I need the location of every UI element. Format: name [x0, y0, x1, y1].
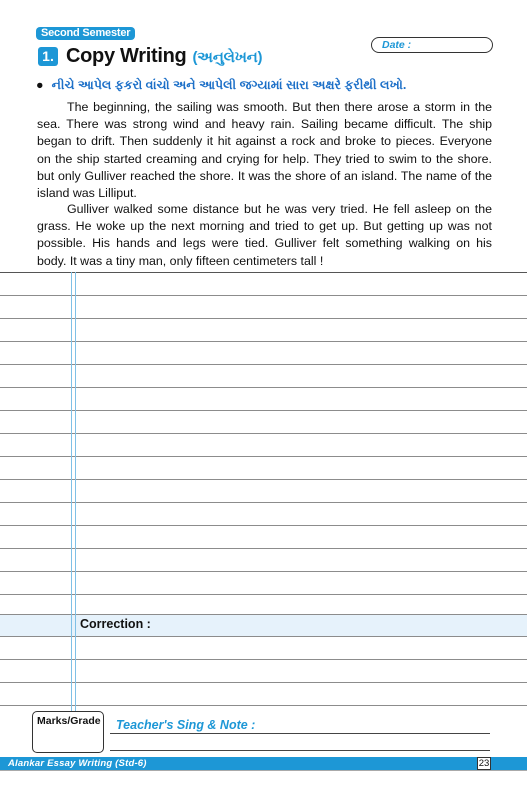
marks-grade-box[interactable]	[32, 711, 104, 753]
title-gujarati: (અનુલેખન)	[192, 49, 263, 66]
footer-book-title: Alankar Essay Writing (Std-6)	[8, 758, 147, 769]
ruled-line	[0, 272, 527, 273]
ruled-line	[0, 525, 527, 526]
ruled-line	[0, 456, 527, 457]
bottom-rule	[0, 770, 527, 771]
ruled-line	[0, 364, 527, 365]
semester-badge: Second Semester	[36, 27, 135, 40]
ruled-line	[0, 387, 527, 388]
ruled-line	[0, 571, 527, 572]
ruled-line	[0, 636, 527, 637]
passage-paragraph-2: Gulliver walked some distance but he was very tried. He fell asleep on the grass. He woke up the next morning and tried to get up. But getting up was not possible. His hands and legs were tied. Gulliver felt something walking on his body. It was a tiny man, only fifteen centimeters tall !	[37, 202, 492, 268]
teacher-note-line[interactable]	[110, 750, 490, 751]
teacher-note-line[interactable]	[110, 733, 490, 734]
ruled-line	[0, 341, 527, 342]
passage-paragraph-1: The beginning, the sailing was smooth. But then there arose a storm in the sea. There was strong wind and heavy rain. Sailing became difficult. The ship began to drift. Then suddenly it hit against a rock and broke to pieces. Everyone on the ship started creaming and crying for help. They tried to swim to the shore. but only Gulliver reached the shore. It was the shore of an island. The name of the island was Lilliput.	[37, 100, 492, 201]
title-english: Copy Writing	[66, 45, 187, 67]
bullet-icon: ●	[36, 78, 44, 92]
ruled-line	[0, 548, 527, 549]
date-field[interactable]	[371, 37, 493, 53]
correction-label: Correction :	[80, 617, 151, 631]
ruled-line	[0, 705, 527, 706]
ruled-line	[0, 682, 527, 683]
section-number: 1.	[38, 47, 58, 66]
page-number: 23	[478, 758, 490, 769]
page-title	[66, 43, 262, 71]
ruled-line	[0, 410, 527, 411]
ruled-line	[0, 614, 527, 615]
instruction-text: નીચે આપેલ ફકરો વાંચો અને આપેલી જગ્યામાં સારા અક્ષરે ફરીથી લખો.	[51, 78, 407, 92]
date-label: Date :	[382, 39, 412, 51]
ruled-line	[0, 594, 527, 595]
marks-grade-label: Marks/Grade	[37, 715, 101, 727]
ruled-line	[0, 295, 527, 296]
instruction	[36, 78, 406, 93]
ruled-line	[0, 659, 527, 660]
ruled-line	[0, 479, 527, 480]
margin-line	[71, 272, 76, 752]
ruled-line	[0, 433, 527, 434]
teacher-note-label: Teacher's Sing & Note :	[116, 718, 256, 732]
ruled-line	[0, 318, 527, 319]
ruled-line	[0, 502, 527, 503]
